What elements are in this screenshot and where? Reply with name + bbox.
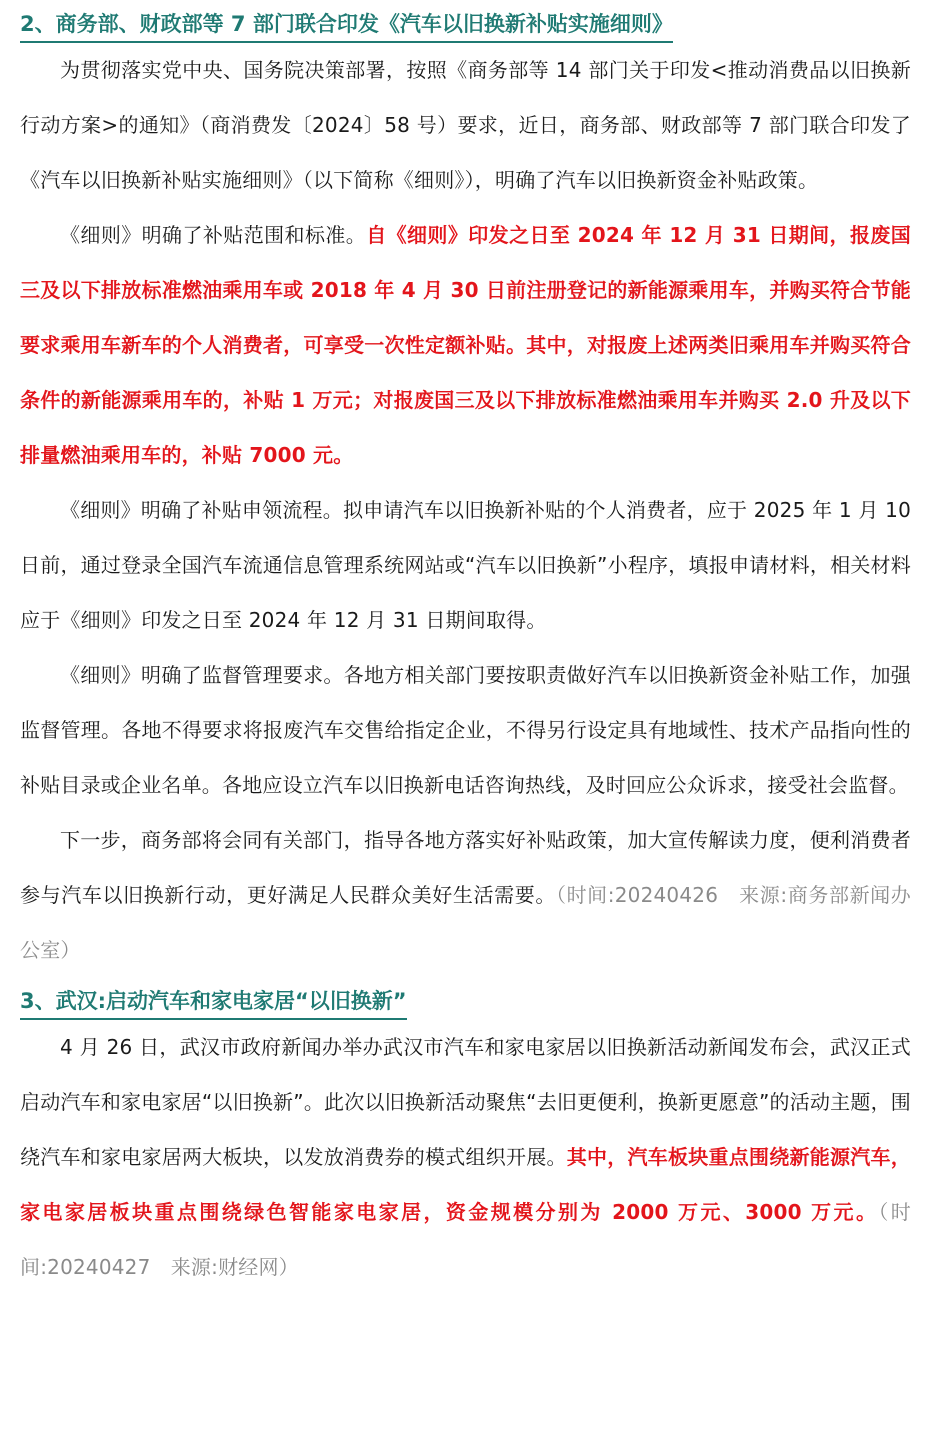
section-3-paragraph-1 xyxy=(20,1020,911,1295)
paragraph-2-highlight: 自《细则》印发之日至 2024 年 12 月 31 日期间，报废国三及以下排放标准燃油乘用车或 2018 年 4 月 30 日前注册登记的新能源乘用车，并购买符合节能要求乘用车新车的个人消费者，可享受一次性定额补贴。其中，对报废上述两类旧乘用车并购买符合条件的新能源乘用车的，补贴 1 万元；对报废国三及以下排放标准燃油乘用车并购买 2.0 升及以下排量燃油乘用车的，补贴 7000 元。 xyxy=(20,223,911,467)
section-3-text: 4 月 26 日，武汉市政府新闻办举办武汉市汽车和家电家居以旧换新活动新闻发布会，武汉正式启动汽车和家电家居“以旧换新”。此次以旧换新活动聚焦“去旧更便利，换新更愿意”的活动主题，围绕汽车和家电家居两大板块，以发放消费券的模式组织开展。 xyxy=(20,1035,911,1169)
section-2-paragraph-2 xyxy=(20,208,911,483)
paragraph-2-lead: 《细则》明确了补贴范围和标准。 xyxy=(60,223,367,247)
section-3-source-note: （时间:20240427 来源:财经网） xyxy=(20,1200,911,1279)
section-2-heading: 2、商务部、财政部等 7 部门联合印发《汽车以旧换新补贴实施细则》 xyxy=(20,9,673,43)
section-2-paragraph-4: 《细则》明确了监督管理要求。各地方相关部门要按职责做好汽车以旧换新资金补贴工作，加强监督管理。各地不得要求将报废汽车交售给指定企业，不得另行设定具有地域性、技术产品指向性的补贴目录或企业名单。各地应设立汽车以旧换新电话咨询热线，及时回应公众诉求，接受社会监督。 xyxy=(20,663,911,797)
section-2-paragraph-3: 《细则》明确了补贴申领流程。拟申请汽车以旧换新补贴的个人消费者，应于 2025 年 1 月 10 日前，通过登录全国汽车流通信息管理系统网站或“汽车以旧换新”小程序，填报申请材料，相关材料应于《细则》印发之日至 2024 年 12 月 31 日期间取得。 xyxy=(20,498,911,632)
paragraph-5-text: 下一步，商务部将会同有关部门，指导各地方落实好补贴政策，加大宣传解读力度，便利消费者参与汽车以旧换新行动，更好满足人民群众美好生活需要。 xyxy=(20,828,911,907)
section-2-paragraph-1: 为贯彻落实党中央、国务院决策部署，按照《商务部等 14 部门关于印发<推动消费品以旧换新行动方案>的通知》（商消费发〔2024〕58 号）要求，近日，商务部、财政部等 7 部门联合印发了《汽车以旧换新补贴实施细则》（以下简称《细则》），明确了汽车以旧换新资金补贴政策。 xyxy=(20,58,911,192)
section-3-highlight: 其中，汽车板块重点围绕新能源汽车，家电家居板块重点围绕绿色智能家电家居，资金规模分别为 2000 万元、3000 万元。 xyxy=(20,1145,911,1224)
section-2-paragraph-5 xyxy=(20,813,911,978)
section-2-source-note: （时间:20240426 来源:商务部新闻办公室） xyxy=(20,883,911,962)
section-3-heading: 3、武汉:启动汽车和家电家居“以旧换新” xyxy=(20,986,407,1020)
